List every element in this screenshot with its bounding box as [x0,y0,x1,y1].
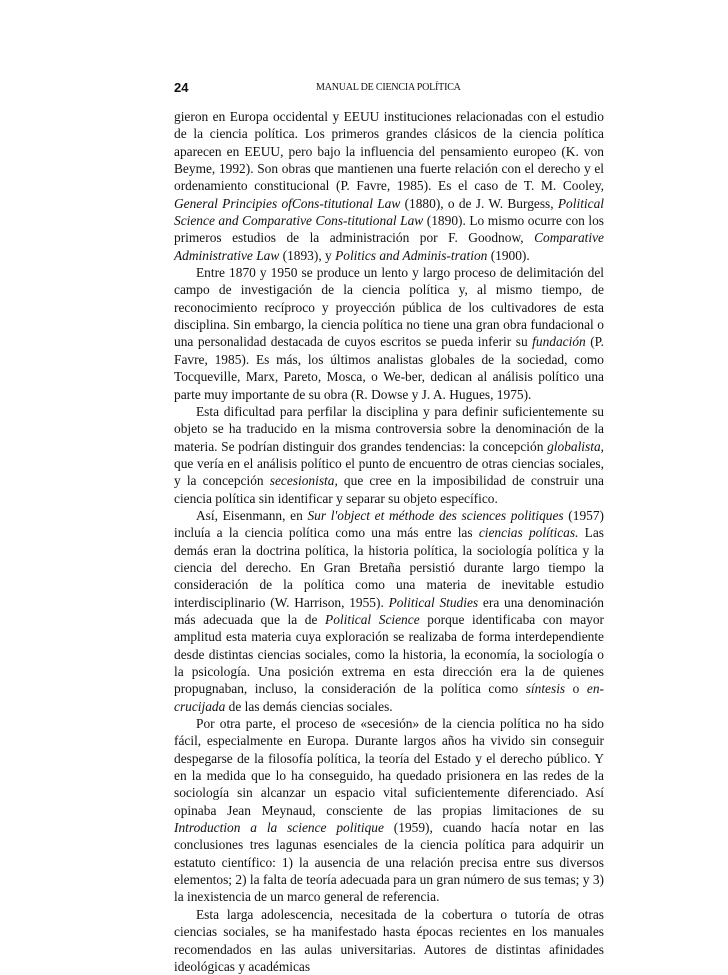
text-run: Por otra parte, el proceso de «secesión» de la ciencia política no ha sido fácil, especialmente en Europa. Durante largos años ha vivido sin conseguir despegarse de la filosofía política, la teoría del Estado y el derecho público. Y en la medida que lo ha conseguido, ha quedado prisionera en las redes de la sociología sin alcanzar un espacio vital suficientemente diferenciado. Así opinaba Jean Meynaud, consciente de las propias limitaciones de su [174,716,604,818]
italic-run: Political Science and Comparative Cons-titutional Law [174,195,604,229]
text-run: que cree en la imposibilidad de construir una ciencia política sin identificar y separar su objeto específico. [174,473,604,506]
italic-run: Introduction a la science politique [174,820,384,836]
italic-run: síntesis [525,681,566,697]
text-run: (P. Favre, 1985). Es más, los últimos analistas globales de la sociedad, como Tocqueville, Marx, Pareto, Mosca, o We-ber, dedican al análisis político una parte muy importante de su obra (R. Dowse y J. A. Hugues, 1975). [174,334,604,402]
italic-run: secesionista, [269,473,338,489]
italic-run: General Principies ofCons-titutional Law [174,195,401,211]
text-run: (1957) incluía a la ciencia política como una más entre las [174,507,605,541]
italic-run: globalista, [547,438,604,454]
text-run: (1890). Lo mismo ocurre con los primeros estudios de la administración por F. Goodnow, [174,213,605,246]
italic-run: Political Science [325,611,420,627]
book-page [174,80,604,975]
paragraph [174,108,604,264]
text-run: Esta dificultad para perfilar la disciplina y para definir suficientemente su objeto se ha traducido en la misma controversia sobre la denominación de la materia. Se podrían distinguir dos grandes tendencias: la concepción [174,403,604,454]
page-number: 24 [174,80,189,95]
text-run: era una denominación más adecuada que la de [174,594,604,627]
paragraph [174,715,604,906]
text-run: o [565,681,587,697]
italic-run: fundación [532,334,586,350]
paragraph [174,906,604,975]
running-title: MANUAL DE CIENCIA POLÍTICA [316,82,461,93]
italic-run: Comparative Administrative Law [174,230,604,263]
italic-run: Political Studies [388,594,479,610]
text-run: porque identificaba con mayor amplitud esta materia cuya exploración se realizaba de forma interdependiente desde distintas ciencias sociales, como la historia, la economía, la sociología o la psicología. Una posición extrema en esta dirección era la de quienes propugnaban, incluso, la consideración de la política como [174,611,604,697]
text-run: gieron en Europa occidental y EEUU instituciones relacionadas con el estudio de la ciencia política. Los primeros grandes clásicos de la ciencia política aparecen en EEUU, pero bajo la influencia del pensamiento europeo (K. von Beyme, 1992). Son obras que mantienen una fuerte relación con el derecho y el ordenamiento constitucional (P. Favre, 1985). Es el caso de T. M. Cooley, [174,109,604,194]
italic-run: encrucijada [174,681,604,714]
italic-run: ciencias políticas. [478,525,579,541]
paragraph [174,507,604,715]
text-run: (1880), o de J. W. Burgess, [400,195,558,211]
text-run: Esta larga adolescencia, necesitada de la cobertura o tutoría de otras ciencias sociales, se ha manifestado hasta épocas recientes en los manuales recomendados en las aulas universitarias. Autores de distintas afinidades ideológicas y académicas [174,906,604,974]
paragraph [174,403,604,507]
text-run: de las demás ciencias sociales. [225,698,393,714]
text-run: Así, Eisenmann, en [196,507,308,523]
text-run: Entre 1870 y 1950 se produce un lento y largo proceso de delimitación del campo de investigación de la ciencia política y, al mismo tiempo, de reconocimiento recíproco y proyección pública de los cultivadores de esta disciplina. Sin embargo, la ciencia política no tiene una gran obra fundacional o una personalidad destacada de cuyos escritos se pueda inferir su [174,265,604,350]
paragraph [174,264,604,403]
italic-run: Politics and Adminis-tration [335,247,488,263]
text-run: Las demás eran la doctrina política, la historia política, la sociología política y la ciencia del derecho. En Gran Bretaña persistió durante largo tiempo la consideración de la política como una materia de inevitable estudio interdisciplinario (W. Harrison, 1955). [174,525,604,610]
text-run: (1959), cuando hacía notar en las conclusiones tres lagunas esenciales de la ciencia política para adquirir un estatuto científico: 1) la ausencia de una relación precisa entre sus diversos elementos; 2) la falta de teoría adecuada para un gran número de sus temas; y 3) la inexistencia de un marco general de referencia. [174,820,604,905]
text-run: que vería en el análisis político el punto de encuentro de otras ciencias sociales, y la concepción [174,455,604,489]
body-text [174,108,604,975]
running-head [174,80,604,100]
italic-run: Sur l'object et méthode des sciences politiques [307,507,564,523]
text-run: (1893), y [279,247,336,263]
text-run: (1900). [487,247,530,263]
